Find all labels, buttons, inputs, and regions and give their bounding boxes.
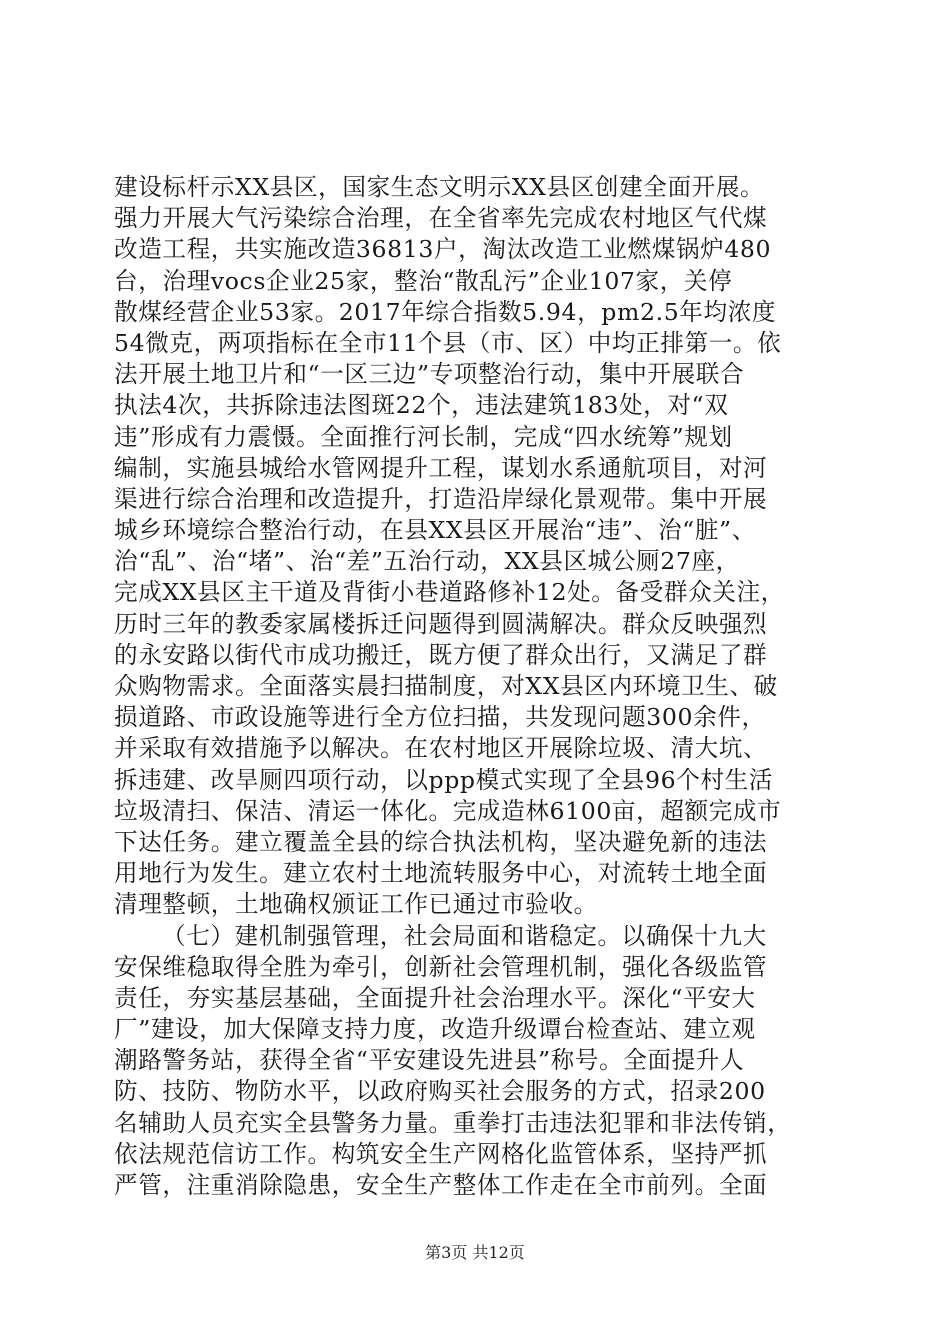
text-line: 用地行为发生。建立农村土地流转服务中心，对流转土地全面 [114, 859, 768, 888]
text-line: 违”形成有力震慑。全面推行河长制，完成“四水统筹”规划 [114, 422, 733, 451]
text-line: 的永安路以街代市成功搬迁，既方便了群众出行，又满足了群 [114, 640, 768, 669]
text-line: 城乡环境综合整治行动，在县XX县区开展治“违”、治“脏”、 [114, 516, 756, 545]
text-line: 责任，夯实基层基础，全面提升社会治理水平。深化“平安大 [114, 983, 756, 1012]
text-line: 依法规范信访工作。构筑安全生产网格化监管体系，坚持严抓 [114, 1139, 768, 1168]
text-line: 安保维稳取得全胜为牵引，创新社会管理机制，强化各级监管 [114, 952, 768, 981]
text-line: 台，治理vocs企业25家，整治“散乱污”企业107家，关停 [114, 266, 733, 295]
text-line: 众购物需求。全面落实晨扫描制度，对XX县区内环境卫生、破 [114, 672, 778, 700]
text-line: 编制，实施县城给水管网提升工程，谋划水系通航项目，对河 [114, 453, 768, 482]
page-footer: 第3页 共12页 [425, 1243, 525, 1262]
text-line: 历时三年的教委家属楼拆迁问题得到圆满解决。群众反映强烈 [114, 609, 768, 638]
text-line: 治“乱”、治“堵”、治“差”五治行动，XX县区城公厕27座， [114, 547, 740, 576]
text-line: 严管，注重消除隐患，安全生产整体工作走在全市前列。全面 [114, 1171, 768, 1199]
text-line: （七）建机制强管理，社会局面和谐稳定。以确保十九大 [162, 921, 767, 950]
text-line: 潮路警务站，获得全省“平安建设先进县”称号。全面提升人 [114, 1046, 745, 1075]
body-text [114, 172, 834, 1201]
text-line: 改造工程，共实施改造36813户，淘汰改造工业燃煤锅炉480 [114, 235, 772, 264]
text-line: 散煤经营企业53家。2017年综合指数5.94，pm2.5年均浓度 [114, 297, 777, 326]
text-line: 完成XX县区主干道及背街小巷道路修补12处。备受群众关注， [114, 578, 785, 607]
text-line: 54微克，两项指标在全市11个县（市、区）中均正排第一。依 [114, 328, 782, 357]
text-line: 垃圾清扫、保洁、清运一体化。完成造林6100亩，超额完成市 [114, 796, 782, 825]
text-line: 法开展土地卫片和“一区三边”专项整治行动，集中开展联合 [114, 360, 745, 389]
text-line: 下达任务。建立覆盖全县的综合执法机构，坚决避免新的违法 [114, 827, 768, 856]
text-line: 渠进行综合治理和改造提升，打造沿岸绿化景观带。集中开展 [114, 484, 768, 513]
text-line: 强力开展大气污染综合治理，在全省率先完成农村地区气代煤 [114, 204, 768, 233]
text-line: 执法4次，共拆除违法图斑22个，违法建筑183处，对“双 [114, 391, 729, 420]
text-line: 清理整顿，土地确权颁证工作已通过市验收。 [114, 890, 598, 919]
text-line: 建设标杆示XX县区，国家生态文明示XX县区创建全面开展。 [114, 173, 765, 201]
text-line: 防、技防、物防水平，以政府购买社会服务的方式，招录200 [114, 1077, 766, 1106]
text-line: 拆违建、改旱厕四项行动，以ppp模式实现了全县96个村生活 [114, 765, 773, 794]
text-line: 损道路、市政设施等进行全方位扫描，共发现问题300余件， [114, 703, 766, 732]
text-line: 厂”建设，加大保障支持力度，改造升级谭台检查站、建立观 [114, 1015, 756, 1044]
text-line: 并采取有效措施予以解决。在农村地区开展除垃圾、清大坑、 [114, 734, 768, 763]
text-line: 名辅助人员充实全县警务力量。重拳打击违法犯罪和非法传销， [114, 1108, 792, 1137]
